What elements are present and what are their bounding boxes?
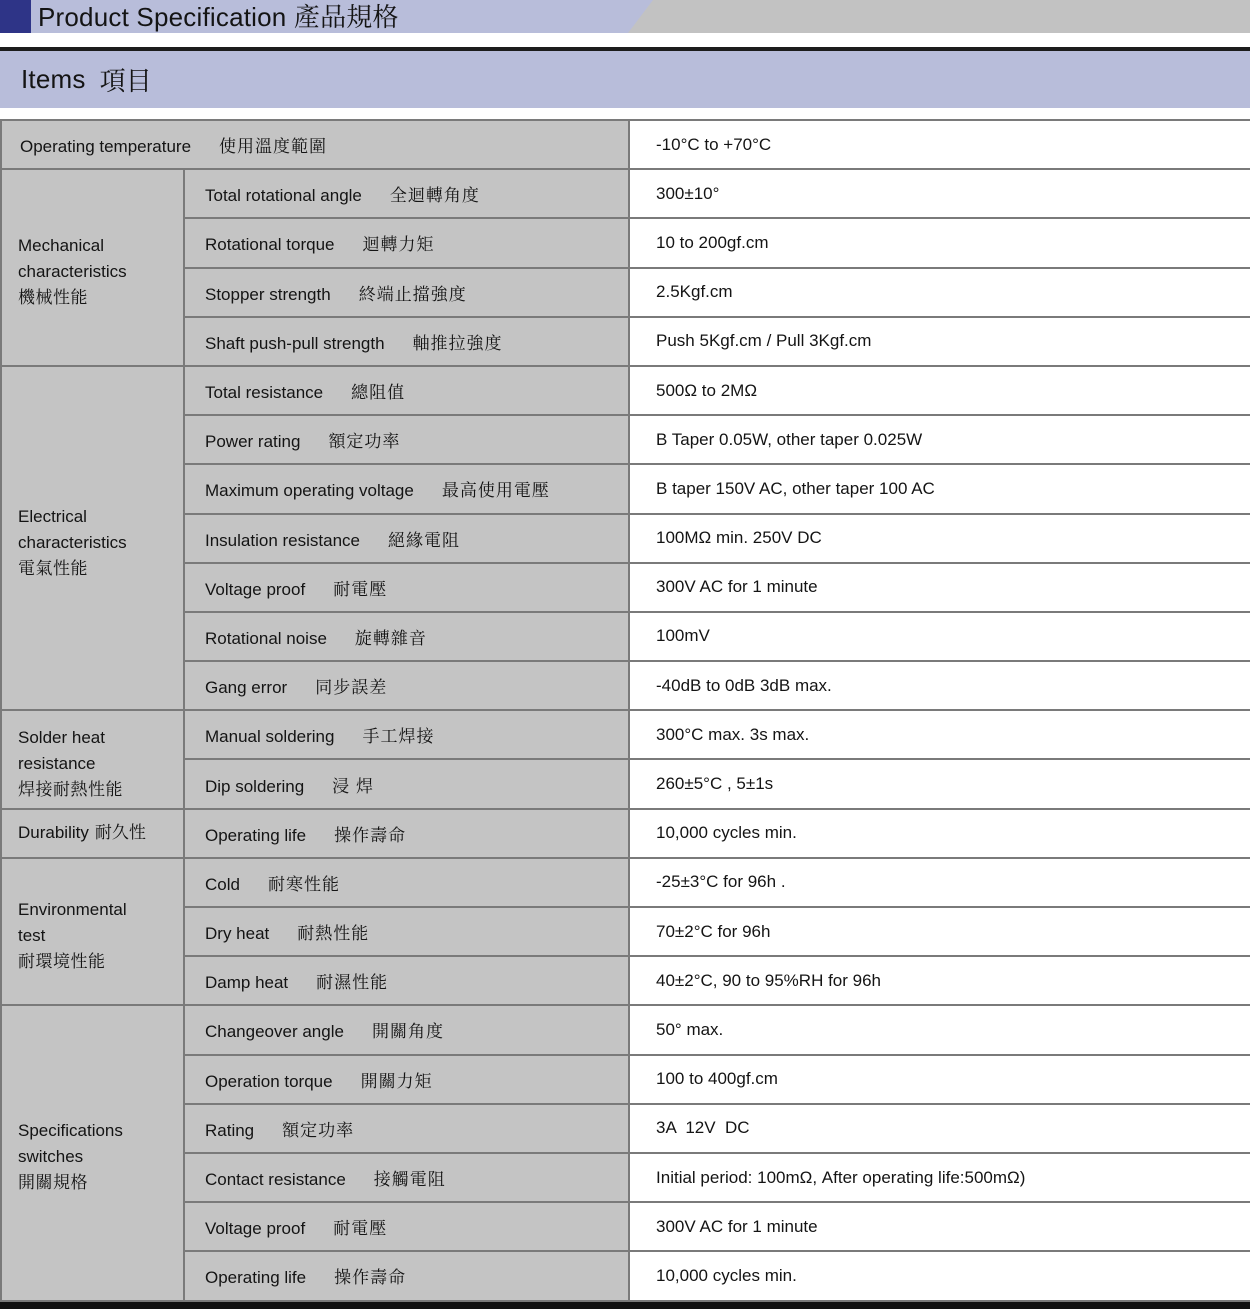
page-title: Product Specification 產品規格 [38,2,399,32]
item-label-en: Power rating [205,432,301,452]
item-label-en: Contact resistance [205,1170,346,1190]
item-label-zh: 接觸電阻 [373,1170,446,1190]
item-label-zh: 操作壽命 [334,825,407,845]
item-label-zh: 浸 焊 [332,776,374,796]
item-label-en: Operation torque [205,1071,333,1091]
spacer [0,108,1250,119]
item-label-en: Shaft push-pull strength [205,333,385,353]
table-row [1,809,1250,858]
item-label-cell [184,956,629,1005]
item-label-cell [184,415,629,464]
item-label-zh: 同步誤差 [315,678,388,698]
category-label-zh: 開關規格 [18,1173,88,1193]
table-row [1,169,1250,218]
item-label-cell [184,317,629,366]
item-label-en: Dry heat [205,924,270,944]
category-cell [1,809,184,858]
category-label-en: resistance [18,753,96,773]
category-label-en: Specifications [18,1121,123,1141]
item-label-en: Changeover angle [205,1022,344,1042]
item-label-cell [184,1153,629,1202]
value-cell: 100mV [629,612,1250,661]
value-cell: Initial period: 100mΩ, After operating life:500mΩ) [629,1153,1250,1202]
item-label-cell [184,464,629,513]
table-row [1,415,1250,464]
item-label-zh: 耐熱性能 [297,924,370,944]
accent-square [0,0,31,33]
table-row [1,661,1250,710]
item-label-zh: 耐寒性能 [267,874,340,894]
item-label-zh: 迴轉力矩 [362,235,435,255]
table-row [1,1251,1250,1300]
item-label-zh: 耐電壓 [333,1219,388,1239]
table-row [1,1104,1250,1153]
item-label-cell [184,858,629,907]
item-label-en: Total resistance [205,383,324,403]
table-row [1,563,1250,612]
value-cell: -40dB to 0dB 3dB max. [629,661,1250,710]
value-cell: 260±5°C , 5±1s [629,759,1250,808]
category-label-en: Environmental [18,900,127,920]
item-label-en: Stopper strength [205,284,331,304]
item-label-cell [184,1055,629,1104]
category-cell [1,169,184,366]
item-label-cell [184,1104,629,1153]
item-label-zh: 旋轉雜音 [354,628,427,648]
item-label-cell [184,1202,629,1251]
value-cell: 2.5Kgf.cm [629,268,1250,317]
table-row [1,1055,1250,1104]
item-label-en: Voltage proof [205,579,306,599]
table-row [1,1202,1250,1251]
value-cell: 50° max. [629,1005,1250,1054]
table-row [1,956,1250,1005]
item-label-en: Voltage proof [205,1219,306,1239]
value-cell: 40±2°C, 90 to 95%RH for 96h [629,956,1250,1005]
value-cell: B taper 150V AC, other taper 100 AC [629,464,1250,513]
category-label-en: characteristics [18,262,127,282]
item-label-cell [1,120,629,169]
item-label-cell [184,1251,629,1300]
item-label-zh: 開關角度 [371,1022,444,1042]
value-cell: 70±2°C for 96h [629,907,1250,956]
item-label-en: Dip soldering [205,776,305,796]
category-label-en: Durability [18,823,89,843]
category-label-en: test [18,926,46,946]
item-label-zh: 手工焊接 [362,727,435,747]
item-label-en: Manual soldering [205,727,335,747]
value-cell: B Taper 0.05W, other taper 0.025W [629,415,1250,464]
value-cell: 300°C max. 3s max. [629,710,1250,759]
item-label-cell [184,366,629,415]
value-cell: 500Ω to 2MΩ [629,366,1250,415]
category-label-en: Mechanical [18,236,104,256]
category-label-en: Solder heat [18,727,105,747]
table-row [1,1005,1250,1054]
category-label-en: switches [18,1147,84,1167]
table-row [1,858,1250,907]
value-cell: Push 5Kgf.cm / Pull 3Kgf.cm [629,317,1250,366]
value-cell: 100MΩ min. 250V DC [629,514,1250,563]
item-label-zh: 額定功率 [282,1120,355,1140]
value-cell: 300V AC for 1 minute [629,1202,1250,1251]
item-label-en: Insulation resistance [205,530,360,550]
category-label-en: Electrical [18,506,87,526]
item-label-zh: 軸推拉強度 [412,333,503,353]
item-label-en: Operating life [205,1268,307,1288]
value-cell: -25±3°C for 96h . [629,858,1250,907]
bottom-rule [0,1302,1250,1309]
items-header-band [0,51,1250,108]
value-cell: 300V AC for 1 minute [629,563,1250,612]
table-row [1,514,1250,563]
table-row [1,759,1250,808]
spec-table [0,119,1250,1302]
category-cell [1,858,184,1006]
table-row [1,612,1250,661]
value-cell: 10,000 cycles min. [629,809,1250,858]
item-label-zh: 使用溫度範圍 [219,137,328,157]
item-label-zh: 額定功率 [328,432,401,452]
category-label-zh: 耐久性 [94,823,146,843]
category-label-zh: 電氣性能 [18,558,88,578]
page-title-band [0,0,1250,33]
item-label-cell [184,1005,629,1054]
value-cell: 10,000 cycles min. [629,1251,1250,1300]
item-label-en: Total rotational angle [205,186,362,206]
value-cell: 3A 12V DC [629,1104,1250,1153]
item-label-cell [184,218,629,267]
category-label-zh: 耐環境性能 [18,952,106,972]
value-cell: 10 to 200gf.cm [629,218,1250,267]
item-label-cell [184,809,629,858]
value-cell: 100 to 400gf.cm [629,1055,1250,1104]
value-cell: 300±10° [629,169,1250,218]
item-label-en: Rotational torque [205,235,335,255]
item-label-en: Operating temperature [20,137,192,157]
item-label-cell [184,169,629,218]
item-label-cell [184,759,629,808]
table-row [1,1153,1250,1202]
category-cell [1,710,184,808]
table-row [1,366,1250,415]
table-row [1,317,1250,366]
category-cell [1,366,184,710]
category-label-zh: 焊接耐熱性能 [18,779,123,799]
item-label-en: Gang error [205,678,288,698]
table-row [1,710,1250,759]
item-label-zh: 絕緣電阻 [387,530,460,550]
items-header-label-en: Items [21,64,86,94]
category-label-en: characteristics [18,532,127,552]
item-label-en: Damp heat [205,973,289,993]
spacer [0,33,1250,47]
item-label-cell [184,661,629,710]
item-label-cell [184,563,629,612]
category-label-zh: 機械性能 [18,288,88,308]
item-label-cell [184,907,629,956]
item-label-en: Maximum operating voltage [205,481,414,501]
category-cell [1,1005,184,1300]
item-label-cell [184,514,629,563]
table-row [1,120,1250,169]
item-label-en: Operating life [205,825,307,845]
item-label-zh: 耐濕性能 [316,973,389,993]
item-label-zh: 終端止擋強度 [358,284,467,304]
item-label-zh: 開關力矩 [360,1071,433,1091]
item-label-en: Rating [205,1120,255,1140]
item-label-zh: 耐電壓 [333,579,388,599]
item-label-cell [184,710,629,759]
item-label-zh: 總阻值 [351,383,406,403]
item-label-en: Cold [205,874,240,894]
item-label-zh: 全迴轉角度 [389,186,480,206]
item-label-en: Rotational noise [205,628,327,648]
item-label-zh: 操作壽命 [334,1268,407,1288]
value-cell: -10°C to +70°C [629,120,1250,169]
table-row [1,464,1250,513]
item-label-cell [184,268,629,317]
table-row [1,907,1250,956]
item-label-zh: 最高使用電壓 [441,481,550,501]
item-label-cell [184,612,629,661]
items-header-label-zh: 項目 [99,66,152,96]
table-row [1,218,1250,267]
table-row [1,268,1250,317]
